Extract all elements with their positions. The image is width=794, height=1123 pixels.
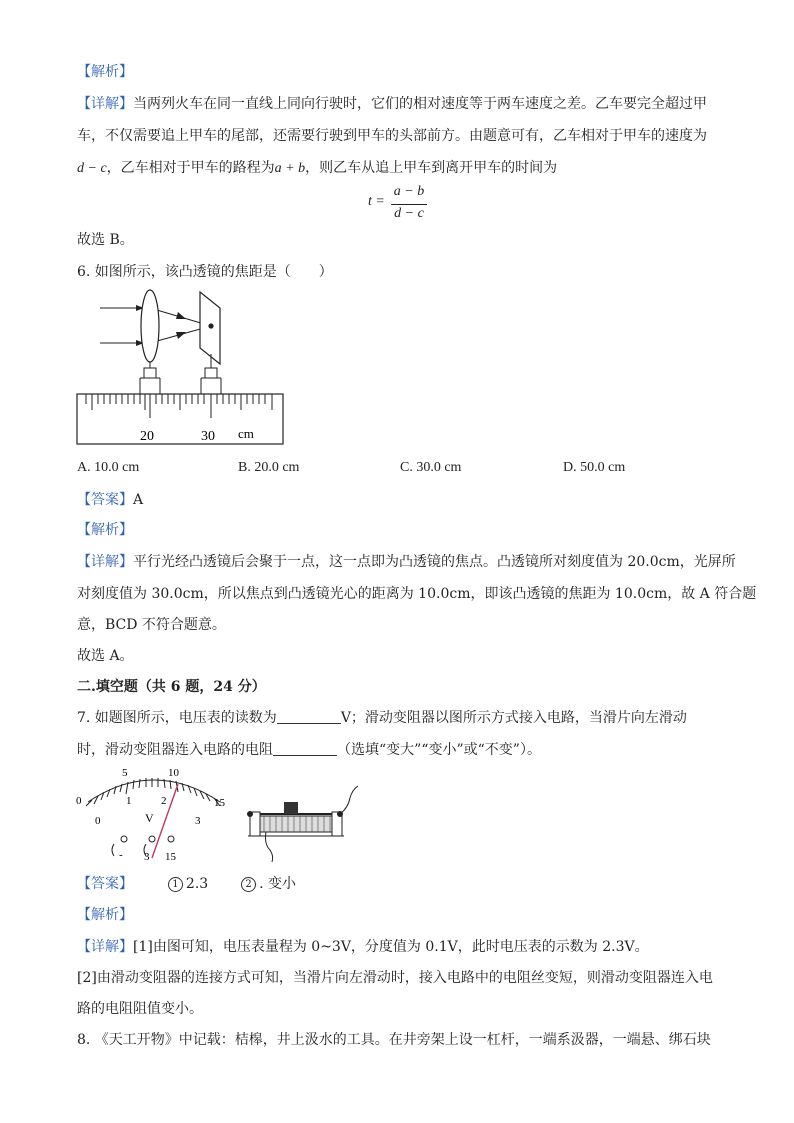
- upper-label-5: 5: [122, 767, 128, 779]
- upper-label-15: 15: [214, 797, 225, 809]
- answer-blank: [273, 741, 337, 756]
- detail-paragraph-line: [77, 552, 736, 572]
- q7-text: V；滑动变阻器以图所示方式接入电路，当滑片向左滑动: [340, 710, 687, 726]
- detail-paragraph-line: [77, 158, 557, 179]
- math-expr: a + b: [274, 161, 306, 176]
- answer-tag: 【答案】: [77, 876, 133, 892]
- math-expr: d − c: [77, 161, 107, 176]
- detail-paragraph-line: [2]由滑动变阻器的连接方式可知，当滑片向左滑动时，接入电路中的电阻丝变短，则滑动变阻器连入电: [77, 970, 713, 986]
- terminal-3: [149, 836, 155, 842]
- formula-numerator: a − b: [393, 184, 425, 199]
- ruler-unit: cm: [238, 426, 254, 441]
- terminal-15: [168, 836, 174, 842]
- formula: [368, 184, 448, 226]
- question-7-line: [77, 740, 541, 760]
- analysis-heading: 【解析】: [77, 64, 133, 80]
- answer-line: [77, 490, 143, 510]
- lower-label-1: 1: [126, 795, 132, 807]
- answer-blank: [277, 709, 341, 724]
- formula-denominator: d − c: [394, 206, 424, 221]
- circled-number-2: 2: [241, 877, 256, 892]
- fraction-bar: [391, 204, 427, 205]
- answer-tag: 【答案】: [77, 492, 133, 508]
- focal-point: [208, 323, 213, 328]
- analysis-heading: 【解析】: [77, 907, 133, 923]
- detail-paragraph-line: [77, 94, 707, 114]
- question-6: 6. 如图所示，该凸透镜的焦距是（ ）: [77, 264, 333, 280]
- terminal-label-15: 15: [165, 851, 176, 863]
- conclusion: 故选 A。: [77, 648, 134, 664]
- detail-paragraph-line: [77, 937, 649, 957]
- lower-label-2: 2: [161, 795, 167, 807]
- answer-value-1: 2.3: [185, 876, 209, 892]
- option-c: C. 30.0 cm: [400, 460, 462, 475]
- option-d: D. 50.0 cm: [563, 460, 626, 475]
- answer-value: A: [133, 492, 144, 508]
- unit-label: V: [145, 811, 154, 825]
- question-8: 8. 《天工开物》中记载：桔槔，井上汲水的工具。在井旁架上设一杠杆，一端系汲器，一端悬、绑石块: [77, 1032, 711, 1048]
- detail-text: ，则乙车从追上甲车到离开甲车的时间为: [305, 160, 558, 176]
- detail-text: [1]由图可知，电压表量程为 0~3V，分度值为 0.1V，此时电压表的示数为 2.3V。: [133, 939, 649, 955]
- q7-text: （选填“变大”“变小”或“不变”）。: [337, 742, 541, 758]
- detail-text: ，乙车相对于甲车的路程为: [106, 160, 275, 176]
- terminal-label-3: 3: [144, 851, 150, 863]
- slider: [284, 802, 298, 814]
- formula-lhs: t =: [368, 194, 385, 209]
- convex-lens: [141, 290, 159, 362]
- detail-tag: 【详解】: [77, 939, 133, 955]
- detail-paragraph-line: 路的电阻阻值变小。: [77, 1001, 203, 1017]
- voltmeter-figure: [74, 762, 234, 866]
- section-heading: 二.填空题（共 6 题，24 分）: [77, 679, 266, 695]
- lower-label-0: 0: [95, 815, 101, 827]
- ruler-label-30: 30: [201, 429, 215, 444]
- option-b: B. 20.0 cm: [238, 460, 300, 475]
- conclusion: 故选 B。: [77, 232, 134, 248]
- q7-text: 7. 如题图所示，电压表的读数为: [77, 710, 277, 726]
- q7-text: 时，滑动变阻器连入电路的电阻: [77, 742, 273, 758]
- circled-number-1: 1: [168, 877, 183, 892]
- detail-text: 当两列火车在同一直线上同向行驶时，它们的相对速度等于两车速度之差。乙车要完全超过甲: [133, 96, 707, 112]
- detail-text: 平行光经凸透镜后会聚于一点，这一点即为凸透镜的焦点。凸透镜所对刻度值为 20.0cm，光屏所: [133, 554, 736, 570]
- upper-label-0: 0: [76, 795, 82, 807]
- lower-label-3: 3: [195, 815, 201, 827]
- ruler-label-20: 20: [140, 429, 154, 444]
- answer-value-2: . 变小: [259, 876, 296, 892]
- detail-tag: 【详解】: [77, 96, 133, 112]
- lens-ruler-figure: [74, 288, 290, 448]
- upper-label-10: 10: [168, 767, 179, 779]
- detail-paragraph-line: 意，BCD 不符合题意。: [77, 617, 226, 633]
- terminal-minus: [121, 836, 127, 842]
- rheostat-figure: [244, 784, 360, 864]
- option-a: A. 10.0 cm: [77, 460, 140, 475]
- detail-paragraph-line: 车，不仅需要追上甲车的尾部，还需要行驶到甲车的头部前方。由题意可有，乙车相对于甲车的速度为: [77, 128, 707, 144]
- terminal-label-minus: -: [119, 849, 123, 861]
- analysis-heading: 【解析】: [77, 522, 133, 538]
- question-7-line: [77, 708, 687, 728]
- detail-tag: 【详解】: [77, 554, 133, 570]
- answer-line: [77, 874, 296, 894]
- detail-paragraph-line: 对刻度值为 30.0cm，所以焦点到凸透镜光心的距离为 10.0cm，即该凸透镜的焦距为 10.0cm，故 A 符合题: [77, 586, 757, 602]
